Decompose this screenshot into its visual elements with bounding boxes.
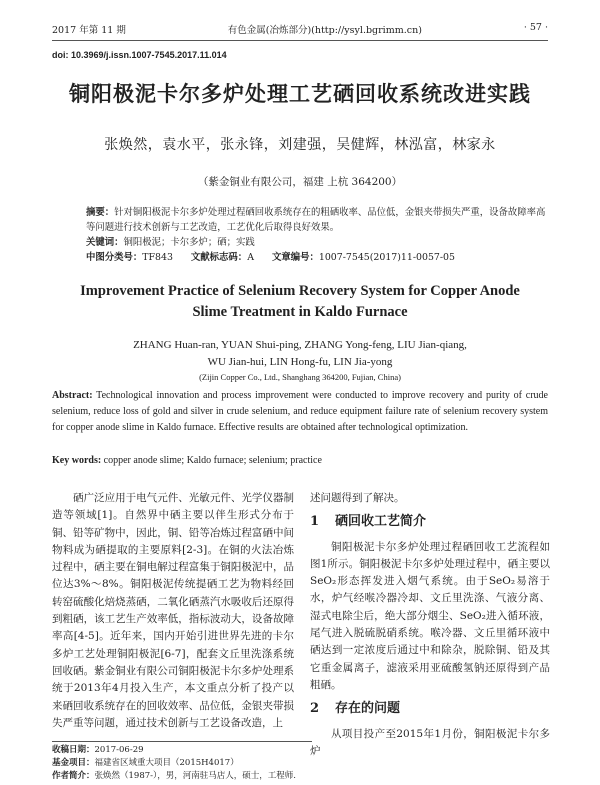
english-keywords-label: Key words: (52, 455, 102, 466)
section-1-paragraph: 铜阳极泥卡尔多炉处理过程硒回收工艺流程如图1所示。铜阳极泥卡尔多炉处理过程中，硒主要以SeO₂形态挥发进入烟气系统。由于SeO₂易溶于水，炉气经喉冷器冷却、文丘里洗涤、气液分离、湿式电除尘后，绝大部分烟尘、SeO₂进入循环液，尾气进入脱硫脱硝系统。喉冷器、文丘里循环液中硒达到一定浓度后通过中和除杂，脱除铜、铅及其它重金属离子，滤液采用亚硫酸氢钠还原得到产品粗硒。 (310, 540, 550, 691)
running-header (52, 22, 548, 41)
articleno-label: 文章编号： (271, 252, 319, 263)
cn-abstract-label: 摘要： (86, 207, 115, 218)
english-title-line2: Slime Treatment in Kaldo Furnace (192, 304, 408, 320)
clc-value: TF843 (142, 252, 173, 263)
section-heading-2 (310, 700, 550, 717)
section-title: 存在的问题 (335, 701, 401, 717)
journal-name[interactable]: 有色金属(冶炼部分)(http://ysyl.bgrimm.cn) (227, 25, 422, 36)
english-keywords-text: copper anode slime; Kaldo furnace; selenium; practice (103, 455, 322, 466)
doi[interactable]: doi: 10.3969/j.issn.1007-7545.2017.11.014 (52, 50, 227, 60)
english-abstract-label: Abstract: (52, 390, 93, 401)
english-authors-line1: ZHANG Huan-ran, YUAN Shui-ping, ZHANG Yong-feng, LIU Jian-qiang, (133, 339, 467, 351)
english-title (0, 281, 600, 323)
section-2-paragraph: 从项目投产至2015年1月份，铜阳极泥卡尔多炉 (310, 727, 550, 757)
doccode-label: 文献标志码： (190, 252, 248, 263)
english-authors (0, 337, 600, 371)
cn-classification (86, 251, 546, 266)
english-keywords (52, 455, 548, 466)
received-label: 收稿日期： (52, 745, 95, 755)
issue-label: 2017 年第 11 期 (52, 25, 126, 36)
cn-keywords (86, 236, 546, 251)
section-number: 2 (310, 701, 320, 717)
section-title: 硒回收工艺简介 (335, 514, 427, 530)
body-left-column (52, 490, 294, 732)
author-bio-text: 张焕然（1987-），男，河南驻马店人，硕士，工程师. (94, 771, 296, 781)
cn-abstract-text: 针对铜阳极泥卡尔多炉处理过程硒回收系统存在的粗硒收率、品位低，金银夹带损失严重，设备故障率高等问题进行技术创新与工艺改造，工艺优化后取得良好效果。 (86, 207, 546, 233)
fund-label: 基金项目： (52, 758, 95, 768)
cn-keywords-text: 铜阳极泥；卡尔多炉；硒；实践 (123, 237, 255, 248)
english-title-line1: Improvement Practice of Selenium Recovery System for Copper Anode (80, 283, 520, 299)
author-list: 张焕然，袁水平，张永锋，刘建强，吴健辉，林泓富，林家永 (104, 137, 496, 153)
page-number: · 57 · (523, 22, 548, 33)
english-authors-line2: WU Jian-hui, LIN Hong-fu, LIN Jia-yong (207, 356, 393, 368)
author-bio-label: 作者简介： (52, 771, 95, 781)
english-abstract (52, 388, 548, 436)
english-abstract-text: Technological innovation and process improvement were conducted to improve recovery and purity of crude selenium, reduce loss of gold and silver in crude selenium, and reduce equipment failure rate of selenium recovery system for copper anode slime in Kaldo furnace. Effective results are obtained after technological optimization. (52, 390, 548, 433)
body-right-column (310, 490, 550, 760)
intro-paragraph: 硒广泛应用于电气元件、光敏元件、光学仪器制造等领域[1]。自然界中硒主要以伴生形式分布于铜、铅等矿物中，因此，铜、铅等冶炼过程富硒中间物料成为硒提取的主要原料[2-3]。在铜的火法冶炼过程中，硒主要在铜电解过程富集于铜阳极泥中，品位达3%～8%。铜阳极泥传统提硒工艺为物料经回转窑硫酸化焙烧蒸硒，二氧化硒蒸汽水吸收后还原得到粗硒，该工艺生产效率低，指标波动大，设备故障率高[4-5]。近年来，国内开始引进世界先进的卡尔多炉工艺处理铜阳极泥[6-7]，配套文丘里洗涤系统回收硒。紫金铜业有限公司铜阳极泥卡尔多炉处理系统于2013年4月投入生产，本文重点分析了投产以来硒回收系统存在的回收效率、品位低，金银夹带损失严重等问题，通过技术创新与工艺设备改造，上 (52, 492, 294, 729)
clc-label: 中图分类号： (86, 252, 143, 263)
articleno-value: 1007-7545(2017)11-0057-05 (318, 252, 455, 263)
section-heading-1 (310, 513, 550, 530)
cn-abstract (86, 206, 546, 235)
doccode-value: A (247, 252, 254, 263)
affiliation: （紫金铜业有限公司，福建 上杭 364200） (197, 176, 403, 188)
english-affiliation: (Zijin Copper Co., Ltd., Shanghang 364200, Fujian, China) (199, 372, 401, 382)
page-title: 铜阳极泥卡尔多炉处理工艺硒回收系统改进实践 (69, 81, 531, 106)
cn-keywords-label: 关键词： (86, 237, 124, 248)
fund-text: 福建省区域重大项目（2015H4017） (94, 758, 239, 768)
received-date: 2017-06-29 (94, 745, 144, 755)
section-number: 1 (310, 514, 320, 530)
continued-paragraph: 述问题得到了解决。 (310, 492, 405, 504)
footnote (52, 741, 312, 783)
